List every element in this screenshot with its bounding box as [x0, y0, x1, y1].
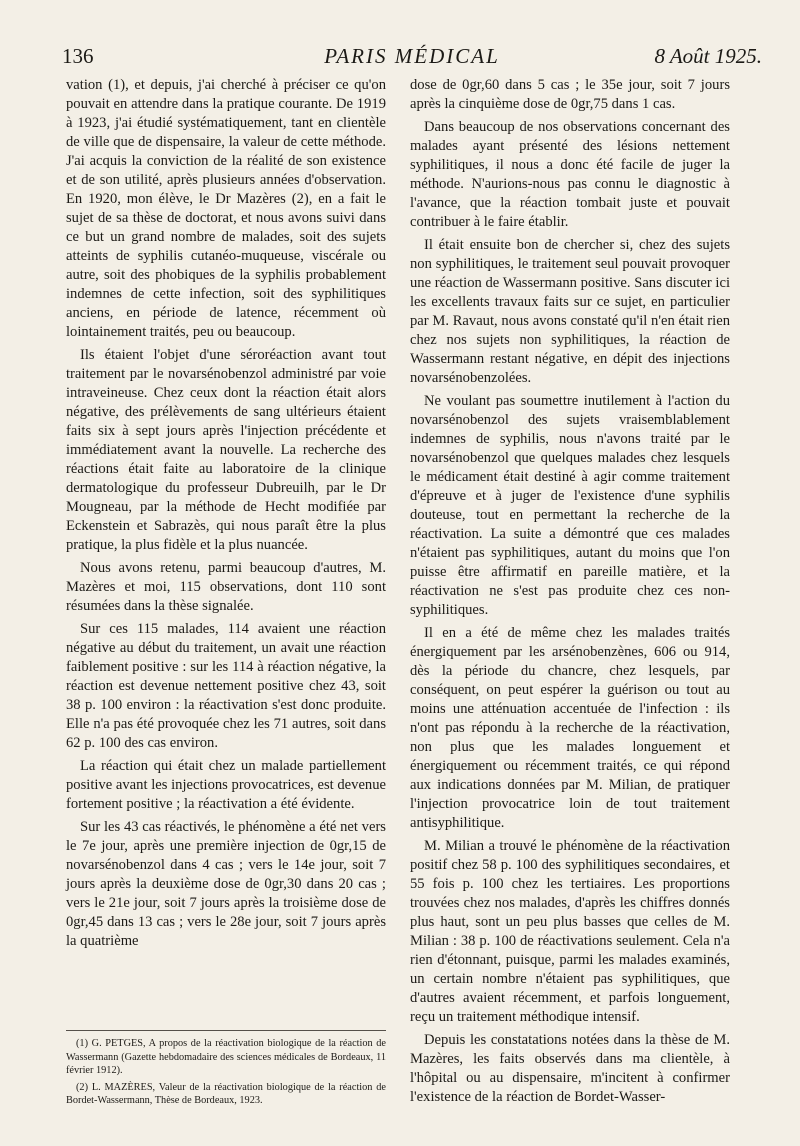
paragraph: Ne voulant pas soumettre inutilement à l'action du novarsénobenzol des sujets vraisemblablement indemnes de syphilis, nous n'avons traité par le novarsénobenzol que quelques malades chez lesquels le médicament était destiné à agir comme traitement d'épreuve et à juger de l'existence d'une syphilis douteuse, tout en permettant la recherche de la réactivation. La suite a démontré que ces malades n'étaient pas syphilitiques, autant du moins que l'on puisse être affirmatif en pareille matière, et la réactivation ne s'est pas produite chez ces non-syphilitiques.: [410, 393, 730, 618]
paragraph: Nous avons retenu, parmi beaucoup d'autres, M. Mazères et moi, 115 observations, dont 110 sont résumées dans la thèse signalée.: [66, 560, 386, 614]
paragraph: dose de 0gr,60 dans 5 cas ; le 35e jour, soit 7 jours après la cinquième dose de 0gr,75 dans 1 cas.: [410, 77, 730, 112]
footnotes: [66, 1030, 386, 1111]
paragraph: vation (1), et depuis, j'ai cherché à préciser ce qu'on pouvait en attendre dans la pratique courante. De 1919 à 1923, j'ai étudié systématiquement, tant en clientèle de ville que de dispensaire, la valeur de cette méthode. J'ai acquis la conviction de la réalité de son existence et de son utilité, après plusieurs années d'observation. En 1920, mon élève, le Dr Mazères (2), en a fait le sujet de sa thèse de doctorat, et nous avons suivi dans ce but un grand nombre de malades, soit des sujets atteints de syphilis cutanéo-muqueuse, viscérale ou autre, soit des phobiques de la syphilis probablement indemnes de cette infection, soit des syphilitiques anciens, en période de latence, récemment où lointainement traités, peu ou beaucoup.: [66, 77, 386, 340]
right-column: [410, 76, 730, 1136]
paragraph: Depuis les constatations notées dans la thèse de M. Mazères, les faits observés dans ma clientèle, à l'hôpital ou au dispensaire, m'incitent à confirmer l'existence de la réaction de Bordet-Wasser-: [410, 1032, 730, 1105]
journal-title: PARIS MÉDICAL: [324, 44, 500, 68]
footnote: (2) L. MAZÈRES, Valeur de la réactivation biologique de la réaction de Bordet-Wassermann, Thèse de Bordeaux, 1923.: [66, 1081, 386, 1106]
paragraph: La réaction qui était chez un malade partiellement positive avant les injections provocatrices, est devenue fortement positive ; la réactivation a été évidente.: [66, 758, 386, 812]
running-header: [62, 40, 762, 74]
left-column: [66, 76, 386, 1016]
paragraph: Ils étaient l'objet d'une séroréaction avant tout traitement par le novarsénobenzol administré par voie intraveineuse. Chez ceux dont la réaction était alors négative, des prélèvements de sang ultérieurs étaient faits six à sept jours après l'injection précédente et immédiatement avant la nouvelle. La recherche des réactions était faite au laboratoire de la clinique dermatologique du professeur Dubreuilh, par le Dr Mougneau, par la méthode de Hecht modifiée par Eckenstein et Sabrazès, qui nous paraît être la plus pratique, la plus fidèle et la plus nuancée.: [66, 347, 386, 553]
paragraph: Sur les 43 cas réactivés, le phénomène a été net vers le 7e jour, après une première injection de 0gr,15 de novarsénobenzol dans 4 cas ; vers le 14e jour, soit 7 jours après la deuxième dose de 0gr,30 dans 20 cas ; vers le 21e jour, soit 7 jours après la troisième dose de 0gr,45 dans 13 cas ; vers le 28e jour, soit 7 jours après la quatrième: [66, 819, 386, 949]
paragraph: M. Milian a trouvé le phénomène de la réactivation positif chez 58 p. 100 des syphilitiques secondaires, et 55 fois p. 100 chez les tertiaires. Les proportions trouvées chez nos malades, d'après les chiffres donnés plus haut, sont un peu plus basses que celles de M. Milian : 38 p. 100 de réactivations seulement. Cela n'a rien d'étonnant, puisque, parmi les malades examinés, un certain nombre n'étaient pas syphilitiques, que d'autres avaient récemment, et parfois longuement, reçu un traitement méthodique intensif.: [410, 838, 730, 1025]
paragraph: Il en a été de même chez les malades traités énergiquement par les arsénobenzènes, 606 ou 914, dès la période du chancre, chez lesquels, par conséquent, on peut espérer la guérison ou tout au moins une atténuation accentuée de l'infection : ils n'ont pas répondu à la recherche de la réactivation, non plus que les malades longuement et énergiquement ou récemment traités, ce qui répond aux indications données par M. Milian, de pratiquer l'injection provocatrice loin de tout traitement antisyphilitique.: [410, 625, 730, 831]
issue-date: 8 Août 1925.: [654, 44, 762, 68]
page-number: 136: [62, 44, 94, 68]
paragraph: Dans beaucoup de nos observations concernant des malades ayant présenté des lésions nettement syphilitiques, il nous a donc été facile de juger la méthode. N'aurions-nous pas connu le diagnostic à l'avance, que la réaction tombait juste et pouvait contribuer à le faire établir.: [410, 119, 730, 230]
paragraph: Il était ensuite bon de chercher si, chez des sujets non syphilitiques, le traitement seul pouvait provoquer une réaction de Wassermann positive. Sans discuter ici les excellents travaux faits sur ce sujet, en particulier par M. Ravaut, nous avons constaté qu'il n'en était rien chez nos sujets non syphilitiques, la réaction de Wassermann restant négative, en dépit des injections novarsénobenzolées.: [410, 237, 730, 386]
paragraph: Sur ces 115 malades, 114 avaient une réaction négative au début du traitement, un avait une réaction faiblement positive : sur les 114 à réaction négative, la réaction est devenue nettement positive chez 43, soit 38 p. 100 environ : la réactivation s'est donc produite. Elle n'a pas été provoquée chez les 71 autres, soit dans 62 p. 100 des cas environ.: [66, 621, 386, 751]
footnote: (1) G. PETGES, A propos de la réactivation biologique de la réaction de Wassermann (Gazette hebdomadaire des sciences médicales de Bordeaux, 11 février 1912).: [66, 1038, 386, 1076]
